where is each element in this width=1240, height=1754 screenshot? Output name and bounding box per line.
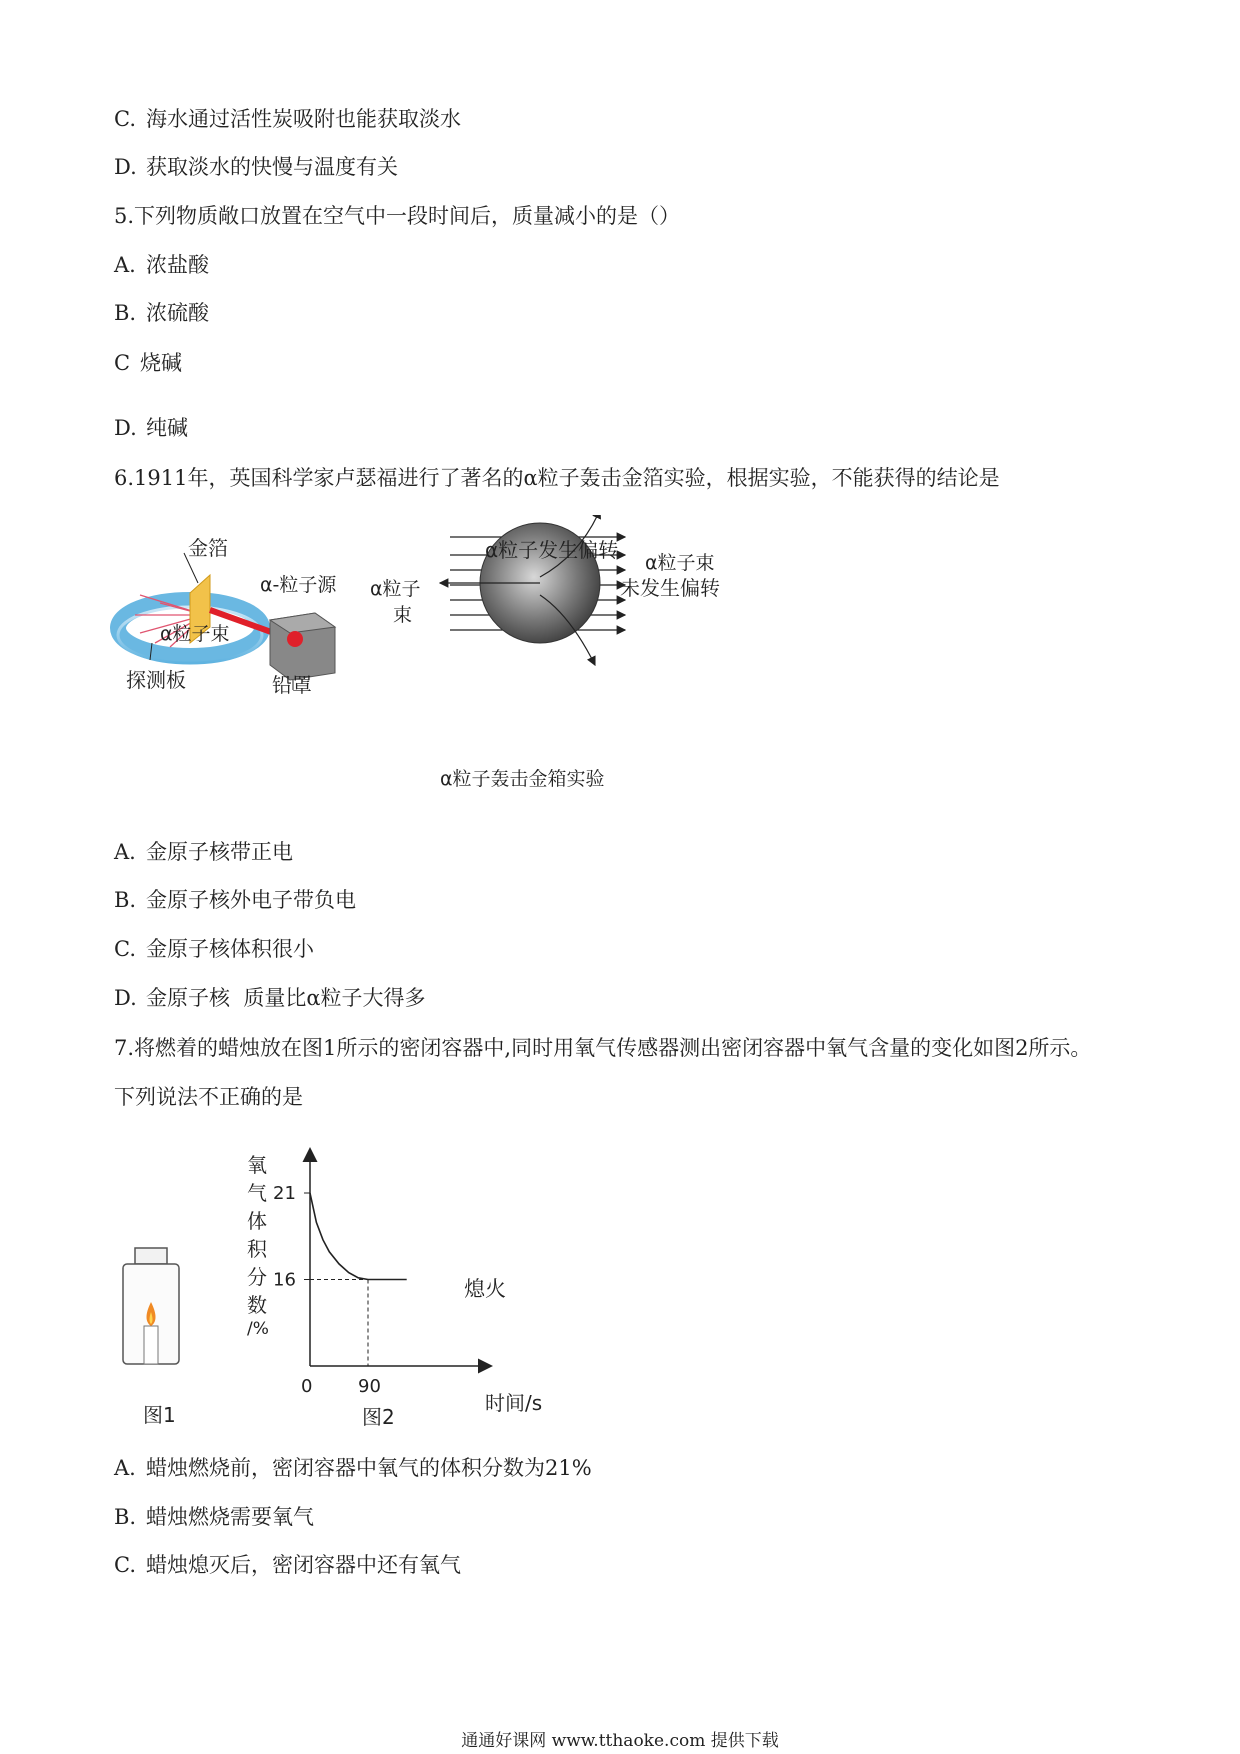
q5-option-d — [114, 414, 188, 442]
lead-shield — [270, 613, 335, 680]
q5-option-c — [114, 349, 182, 377]
option-text: 金原子核外电子带负电 — [146, 888, 356, 912]
option-letter: A. — [114, 1456, 136, 1480]
ylabel-unit: /% — [247, 1319, 269, 1339]
option-letter: D. — [114, 416, 137, 440]
q7-stem-line2: 下列说法不正确的是 — [114, 1085, 303, 1109]
y-tick-label: 16 — [273, 1269, 296, 1291]
option-text: 蜡烛燃烧需要氧气 — [146, 1505, 314, 1529]
option-text: 烧碱 — [140, 351, 182, 375]
label-foil: 金箔 — [188, 536, 228, 560]
option-text: 浓硫酸 — [146, 301, 209, 325]
label-shield: 铅罩 — [272, 673, 312, 697]
q5-stem: 5.下列物质敞口放置在空气中一段时间后，质量减小的是（） — [114, 204, 681, 228]
candle-oxygen-figure — [115, 1130, 555, 1450]
q7-option-a — [114, 1454, 592, 1482]
q6-option-c — [114, 935, 314, 963]
q5-option-b — [114, 299, 209, 327]
label-deflected: α粒子发生偏转 — [485, 538, 619, 562]
oxygen-curve — [310, 1193, 407, 1280]
option-letter: C. — [114, 1553, 136, 1577]
label-source: α-粒子源 — [260, 574, 337, 596]
q6-option-b — [114, 886, 356, 914]
ylabel-char: 积 — [247, 1237, 267, 1261]
ylabel-char: 数 — [247, 1293, 267, 1317]
option-letter: D. — [114, 986, 137, 1010]
label-undeflected-2: 未发生偏转 — [620, 576, 720, 600]
option-text: 金原子核体积很小 — [146, 937, 314, 961]
annotation-extinguished: 熄火 — [464, 1277, 506, 1301]
option-letter: B. — [114, 301, 137, 325]
figure-caption: α粒子轰击金箱实验 — [440, 768, 605, 790]
option-letter: B. — [114, 1505, 137, 1529]
option-letter: B. — [114, 888, 137, 912]
origin-label: 0 — [301, 1376, 313, 1397]
q5-option-a — [114, 251, 209, 279]
option-text: 海水通过活性炭吸附也能获取淡水 — [146, 107, 461, 131]
ylabel-char: 体 — [247, 1209, 267, 1233]
option-text: 蜡烛燃烧前，密闭容器中氧气的体积分数为21% — [146, 1456, 592, 1480]
ylabel-char: 氧 — [247, 1153, 267, 1177]
option-text: 金原子核 质量比α粒子大得多 — [146, 986, 426, 1010]
option-text: 金原子核带正电 — [146, 840, 293, 864]
label-beam-in-1: α粒子 — [370, 578, 421, 600]
q6-option-a — [114, 838, 293, 866]
label-beam: α粒子束 — [160, 623, 230, 645]
fig2-caption: 图2 — [362, 1405, 395, 1429]
ylabel-char: 分 — [247, 1265, 267, 1289]
fig1-caption: 图1 — [143, 1403, 176, 1427]
y-tick-label: 21 — [273, 1183, 296, 1204]
q7-option-b — [114, 1503, 314, 1531]
page-footer: 通通好课网 www.tthaoke.com 提供下载 — [461, 1731, 779, 1751]
x-axis-label: 时间/s — [485, 1391, 543, 1415]
chart-marks — [273, 1183, 407, 1397]
rutherford-experiment-figure — [110, 515, 830, 805]
option-letter: C — [114, 351, 131, 375]
q7-stem-line1: 7.将燃着的蜡烛放在图1所示的密闭容器中,同时用氧气传感器测出密闭容器中氧气含量的变化如图2所示。 — [114, 1036, 1092, 1060]
label-beam-in-2: 束 — [393, 604, 413, 626]
label-undeflected-1: α粒子束 — [645, 552, 715, 574]
option-text: 蜡烛熄灭后，密闭容器中还有氧气 — [146, 1553, 461, 1577]
x-tick-label: 90 — [358, 1376, 381, 1397]
option-text: 纯碱 — [146, 416, 188, 440]
label-detector: 探测板 — [126, 668, 186, 692]
option-letter: C. — [114, 937, 136, 961]
option-text: 浓盐酸 — [146, 253, 209, 277]
option-letter: A. — [114, 253, 136, 277]
ylabel-char: 气 — [247, 1181, 267, 1205]
option-letter: C. — [114, 107, 136, 131]
q6-stem: 6.1911年，英国科学家卢瑟福进行了著名的α粒子轰击金箔实验，根据实验，不能获得的结论是 — [114, 466, 1000, 490]
q4-option-d — [114, 153, 398, 181]
q4-option-c — [114, 105, 461, 133]
q7-option-c — [114, 1551, 461, 1579]
option-letter: A. — [114, 840, 136, 864]
option-letter: D. — [114, 155, 137, 179]
y-axis-label — [247, 1153, 269, 1339]
option-text: 获取淡水的快慢与温度有关 — [146, 155, 398, 179]
q6-option-d — [114, 984, 426, 1012]
